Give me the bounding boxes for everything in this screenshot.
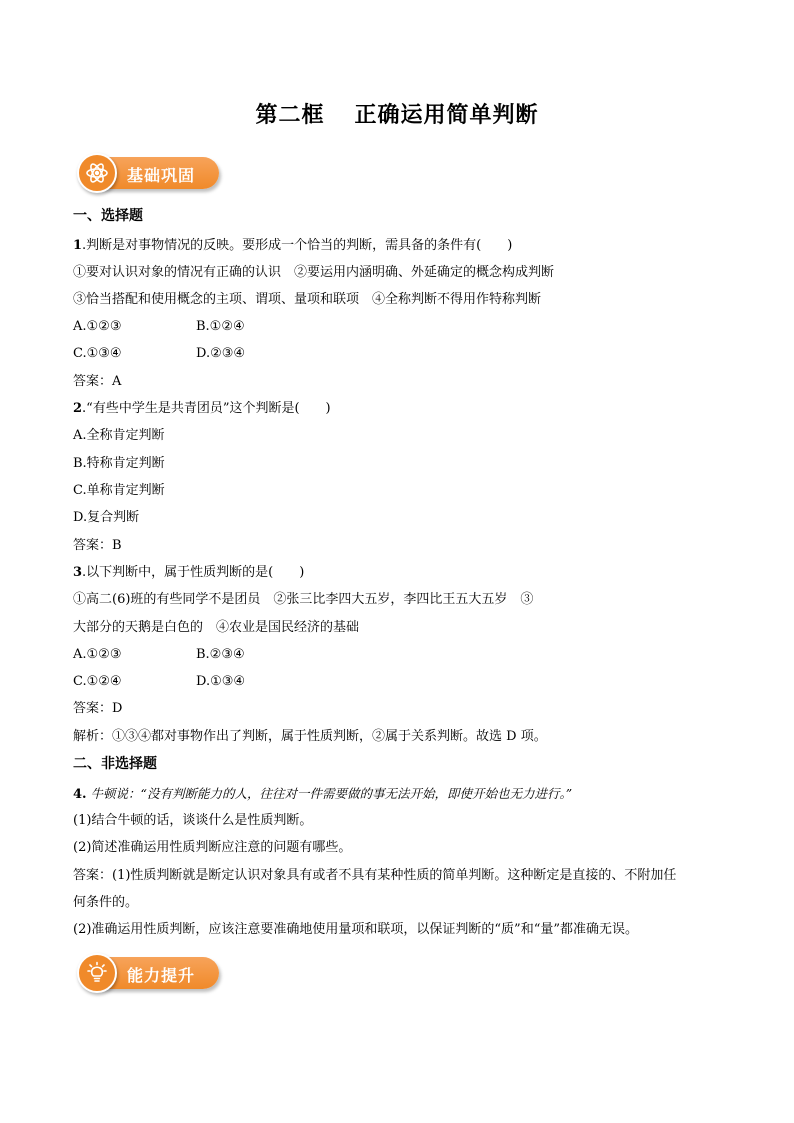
lightbulb-icon <box>85 961 109 985</box>
section-banner-basic <box>77 153 219 193</box>
q2-option-a: A.全称肯定判断 <box>73 428 165 443</box>
q2-option-b: B.特称肯定判断 <box>73 456 165 471</box>
q3-stem: 3.以下判断中，属于性质判断的是( ) <box>73 565 305 580</box>
q3-option-b: B.②③④ <box>196 647 245 662</box>
atom-icon <box>85 161 109 185</box>
page-title: 第二框 正确运用简单判断 <box>255 103 539 128</box>
q3-option-c: C.①②④ <box>73 674 122 689</box>
q1-options-line2: ③恰当搭配和使用概念的主项、谓项、量项和联项 ④全称判断不得用作特称判断 <box>73 292 542 307</box>
q4-answer-line1: 答案：(1)性质判断就是断定认识对象具有或者不具有某种性质的简单判断。这种断定是直接的、不附加任 <box>73 868 677 883</box>
q2-stem: 2.“有些中学生是共青团员”这个判断是( ) <box>73 401 331 416</box>
q2-option-d: D.复合判断 <box>73 510 140 525</box>
q1-answer: 答案：A <box>73 374 122 389</box>
q4-sub1: (1)结合牛顿的话，谈谈什么是性质判断。 <box>73 813 313 828</box>
q4-sub2: (2)简述准确运用性质判断应注意的问题有哪些。 <box>73 840 352 855</box>
q2-option-c: C.单称肯定判断 <box>73 483 165 498</box>
q2-answer: 答案：B <box>73 538 122 553</box>
section-banner-label: 基础巩固 <box>127 166 196 185</box>
q3-options-line1: ①高二(6)班的有些同学不是团员 ②张三比李四大五岁，李四比王五大五岁 ③ <box>73 592 534 607</box>
section-banner-label: 能力提升 <box>127 966 196 985</box>
q4-answer-line3: (2)准确运用性质判断，应该注意要准确地使用量项和联项，以保证判断的“质”和“量”都准确无误。 <box>73 922 638 937</box>
q3-analysis: 解析：①③④都对事物作出了判断，属于性质判断，②属于关系判断。故选 D 项。 <box>73 729 547 744</box>
q1-option-c: C.①③④ <box>73 346 122 361</box>
q3-option-d: D.①③④ <box>196 674 246 689</box>
heading-nonchoice: 二、非选择题 <box>73 756 157 772</box>
section-banner-advanced <box>77 953 219 993</box>
q3-answer: 答案：D <box>73 701 123 716</box>
q4-quote: 4. 牛顿说：“没有判断能力的人，往往对一件需要做的事无法开始，即使开始也无力进行。” <box>73 786 573 802</box>
q1-option-a: A.①②③ <box>73 319 122 334</box>
q1-option-b: B.①②④ <box>196 319 245 334</box>
q1-option-d: D.②③④ <box>196 346 246 361</box>
q3-option-a: A.①②③ <box>73 647 122 662</box>
q4-answer-line2: 何条件的。 <box>73 895 139 910</box>
q3-options-line2: 大部分的天鹅是白色的 ④农业是国民经济的基础 <box>73 620 360 635</box>
q1-stem: 1.判断是对事物情况的反映。要形成一个恰当的判断，需具备的条件有( ) <box>73 238 513 253</box>
q1-options-line1: ①要对认识对象的情况有正确的认识 ②要运用内涵明确、外延确定的概念构成判断 <box>73 265 555 280</box>
heading-choice: 一、选择题 <box>73 208 143 224</box>
